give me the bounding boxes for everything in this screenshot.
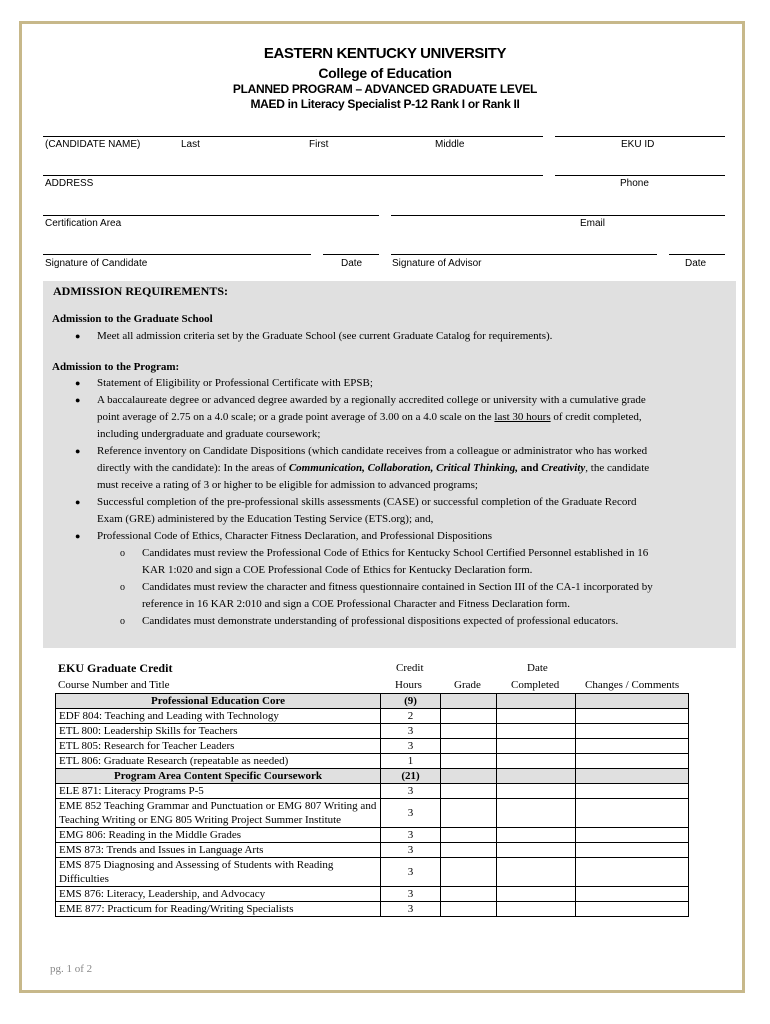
circle-bullet-icon: o: [120, 582, 125, 593]
date-cell[interactable]: [497, 784, 576, 799]
date-cell[interactable]: [497, 843, 576, 858]
grade-cell[interactable]: [441, 858, 497, 887]
table-subtitle: Course Number and Title: [58, 679, 170, 691]
eku-id-line[interactable]: [555, 136, 725, 137]
candidate-date-label: Date: [341, 258, 363, 269]
program-item-1: Statement of Eligibility or Professional Certificate with EPSB;: [97, 377, 373, 389]
date-header-line-1: Date: [527, 662, 548, 674]
table-row: [56, 828, 689, 843]
course-title: EMS 873: Trends and Issues in Language Arts: [56, 843, 381, 858]
date-cell[interactable]: [497, 739, 576, 754]
program-item-5: Professional Code of Ethics, Character Fitness Declaration, and Professional Dispositions: [97, 530, 493, 542]
phone-line[interactable]: [555, 175, 725, 176]
grade-cell[interactable]: [441, 799, 497, 828]
circle-bullet-icon: o: [120, 548, 125, 559]
changes-header: Changes / Comments: [585, 679, 680, 691]
course-title: ELE 871: Literacy Programs P-5: [56, 784, 381, 799]
candidate-signature-line[interactable]: [43, 254, 311, 255]
grade-cell[interactable]: [441, 902, 497, 917]
advisor-date-label: Date: [685, 258, 707, 269]
program-item-2-line-2: point average of 2.75 on a 4.0 scale; or a grade point average of 3.00 on a 4.0 scale on the last 30 hours of credit completed,: [97, 411, 642, 423]
credit-header-line-1: Credit: [396, 662, 424, 674]
sub-item-2-line-1: Candidates must review the character and fitness questionnaire contained in Section III of the CA-1 incorporated by: [142, 581, 653, 593]
credit-hours: 2: [381, 709, 441, 724]
section-row-core: [56, 694, 689, 709]
candidate-name-label: (CANDIDATE NAME): [45, 139, 141, 150]
date-cell[interactable]: [497, 754, 576, 769]
comments-cell[interactable]: [576, 754, 689, 769]
course-title: EDF 804: Teaching and Leading with Technology: [56, 709, 381, 724]
bullet-icon: ●: [75, 531, 81, 541]
table-title: EKU Graduate Credit: [58, 661, 173, 675]
grade-cell[interactable]: [441, 784, 497, 799]
comments-cell[interactable]: [576, 887, 689, 902]
grade-header: Grade: [454, 679, 481, 691]
grade-cell[interactable]: [441, 754, 497, 769]
admission-requirements-box: [43, 281, 736, 648]
date-header-line-2: Completed: [511, 679, 560, 691]
table-row: [56, 843, 689, 858]
course-title: EMS 875 Diagnosing and Assessing of Students with Reading Difficulties: [56, 858, 381, 887]
section-title: Professional Education Core: [56, 694, 381, 709]
sub-item-1-line-1: Candidates must review the Professional Code of Ethics for Kentucky School Certified Personnel established in 16: [142, 547, 649, 559]
middle-name-label: Middle: [435, 139, 465, 150]
bullet-icon: ●: [75, 378, 81, 388]
circle-bullet-icon: o: [120, 616, 125, 627]
program-item-3-line-1: Reference inventory on Candidate Dispositions (which candidate receives from a colleague or administrator who has worked: [97, 445, 648, 457]
table-row: [56, 887, 689, 902]
grad-school-item: Meet all admission criteria set by the Graduate School (see current Graduate Catalog for requirements).: [97, 330, 553, 342]
phone-label: Phone: [620, 178, 649, 189]
comments-cell[interactable]: [576, 724, 689, 739]
credit-hours: 3: [381, 843, 441, 858]
eku-id-label: EKU ID: [621, 139, 655, 150]
bullet-icon: ●: [75, 331, 81, 341]
course-title: ETL 805: Research for Teacher Leaders: [56, 739, 381, 754]
program-item-4-line-2: Exam (GRE) administered by the Education Testing Service (ETS.org); and,: [97, 513, 434, 525]
date-cell[interactable]: [497, 902, 576, 917]
course-title: EME 877: Practicum for Reading/Writing Specialists: [56, 902, 381, 917]
credit-hours: 3: [381, 828, 441, 843]
grade-cell[interactable]: [441, 887, 497, 902]
candidate-signature-label: Signature of Candidate: [45, 258, 148, 269]
admission-title: ADMISSION REQUIREMENTS:: [53, 284, 229, 298]
table-row: [56, 739, 689, 754]
comments-cell[interactable]: [576, 858, 689, 887]
course-title: EME 852 Teaching Grammar and Punctuation or EMG 807 Writing and Teaching Writing or ENG 805 Writing Project Summer Institute: [56, 799, 381, 828]
grade-cell[interactable]: [441, 739, 497, 754]
date-cell[interactable]: [497, 709, 576, 724]
address-label: ADDRESS: [45, 178, 94, 189]
date-cell[interactable]: [497, 724, 576, 739]
grad-school-heading: Admission to the Graduate School: [52, 313, 213, 325]
credit-hours: 1: [381, 754, 441, 769]
program-item-4-line-1: Successful completion of the pre-professional skills assessments (CASE) or successful completion of the Graduate Record: [97, 496, 637, 508]
comments-cell[interactable]: [576, 902, 689, 917]
table-row: [56, 754, 689, 769]
bullet-icon: ●: [75, 395, 81, 405]
name-line[interactable]: [43, 136, 543, 137]
section-row-program: [56, 769, 689, 784]
advisor-date-line[interactable]: [669, 254, 725, 255]
bullet-icon: ●: [75, 446, 81, 456]
credit-header-line-2: Hours: [395, 679, 422, 691]
course-title: EMG 806: Reading in the Middle Grades: [56, 828, 381, 843]
course-title: ETL 806: Graduate Research (repeatable as needed): [56, 754, 381, 769]
credit-hours: 3: [381, 858, 441, 887]
date-cell[interactable]: [497, 858, 576, 887]
program-item-2-line-1: A baccalaureate degree or advanced degree awarded by a regionally accredited college or university with a cumulative grade: [97, 394, 646, 406]
section-hours: (9): [381, 694, 441, 709]
section-hours: (21): [381, 769, 441, 784]
sub-item-2-line-2: reference in 16 KAR 2:010 and sign a COE Professional Character and Fitness Declaration form.: [142, 598, 570, 610]
program-heading: Admission to the Program:: [52, 361, 180, 373]
program-item-2-line-3: including undergraduate and graduate coursework;: [97, 428, 321, 440]
date-cell[interactable]: [497, 799, 576, 828]
credit-hours: 3: [381, 724, 441, 739]
sub-item-3: Candidates must demonstrate understanding of professional dispositions expected of professional educators.: [142, 615, 619, 627]
program-item-3-line-3: must receive a rating of 3 or higher to be eligible for admission to advanced programs;: [97, 479, 478, 491]
date-cell[interactable]: [497, 887, 576, 902]
table-row: [56, 724, 689, 739]
credit-hours: 3: [381, 799, 441, 828]
sub-item-1-line-2: KAR 1:020 and sign a COE Professional Code of Ethics for Kentucky Declaration form.: [142, 564, 533, 576]
credit-hours: 3: [381, 902, 441, 917]
table-row: [56, 784, 689, 799]
degree-title: MAED in Literacy Specialist P-12 Rank I or Rank II: [250, 97, 520, 111]
course-title: EMS 876: Literacy, Leadership, and Advocacy: [56, 887, 381, 902]
last-30-hours-text: last 30 hours: [494, 411, 551, 423]
program-item-3-line-2: directly with the candidate): In the areas of Communication, Collaboration, Critical Thinking, and Creativity, the candidate: [97, 462, 650, 474]
date-cell[interactable]: [497, 828, 576, 843]
certification-line[interactable]: [43, 215, 379, 216]
comments-cell[interactable]: [576, 709, 689, 724]
course-title: ETL 800: Leadership Skills for Teachers: [56, 724, 381, 739]
table-row: [56, 709, 689, 724]
grade-cell[interactable]: [441, 709, 497, 724]
last-name-label: Last: [181, 139, 200, 150]
table-row: [56, 858, 689, 887]
bullet-icon: ●: [75, 497, 81, 507]
email-line[interactable]: [391, 215, 725, 216]
college-title: College of Education: [318, 65, 452, 81]
grade-cell[interactable]: [441, 724, 497, 739]
certification-area-label: Certification Area: [45, 218, 122, 229]
advisor-signature-line[interactable]: [391, 254, 657, 255]
email-label: Email: [580, 218, 606, 229]
first-name-label: First: [309, 139, 329, 150]
grade-cell[interactable]: [441, 828, 497, 843]
university-title: EASTERN KENTUCKY UNIVERSITY: [263, 45, 507, 62]
comments-cell[interactable]: [576, 799, 689, 828]
comments-cell[interactable]: [576, 828, 689, 843]
credit-hours: 3: [381, 739, 441, 754]
section-title: Program Area Content Specific Coursework: [56, 769, 381, 784]
table-row: [56, 799, 689, 828]
course-table: [55, 693, 689, 917]
credit-hours: 3: [381, 887, 441, 902]
program-title: PLANNED PROGRAM – ADVANCED GRADUATE LEVEL: [232, 82, 538, 96]
credit-hours: 3: [381, 784, 441, 799]
page-number: pg. 1 of 2: [50, 963, 93, 975]
comments-cell[interactable]: [576, 739, 689, 754]
table-row: [56, 902, 689, 917]
candidate-date-line[interactable]: [323, 254, 379, 255]
advisor-signature-label: Signature of Advisor: [392, 258, 482, 269]
grade-cell[interactable]: [441, 843, 497, 858]
comments-cell[interactable]: [576, 843, 689, 858]
address-line[interactable]: [43, 175, 543, 176]
comments-cell[interactable]: [576, 784, 689, 799]
